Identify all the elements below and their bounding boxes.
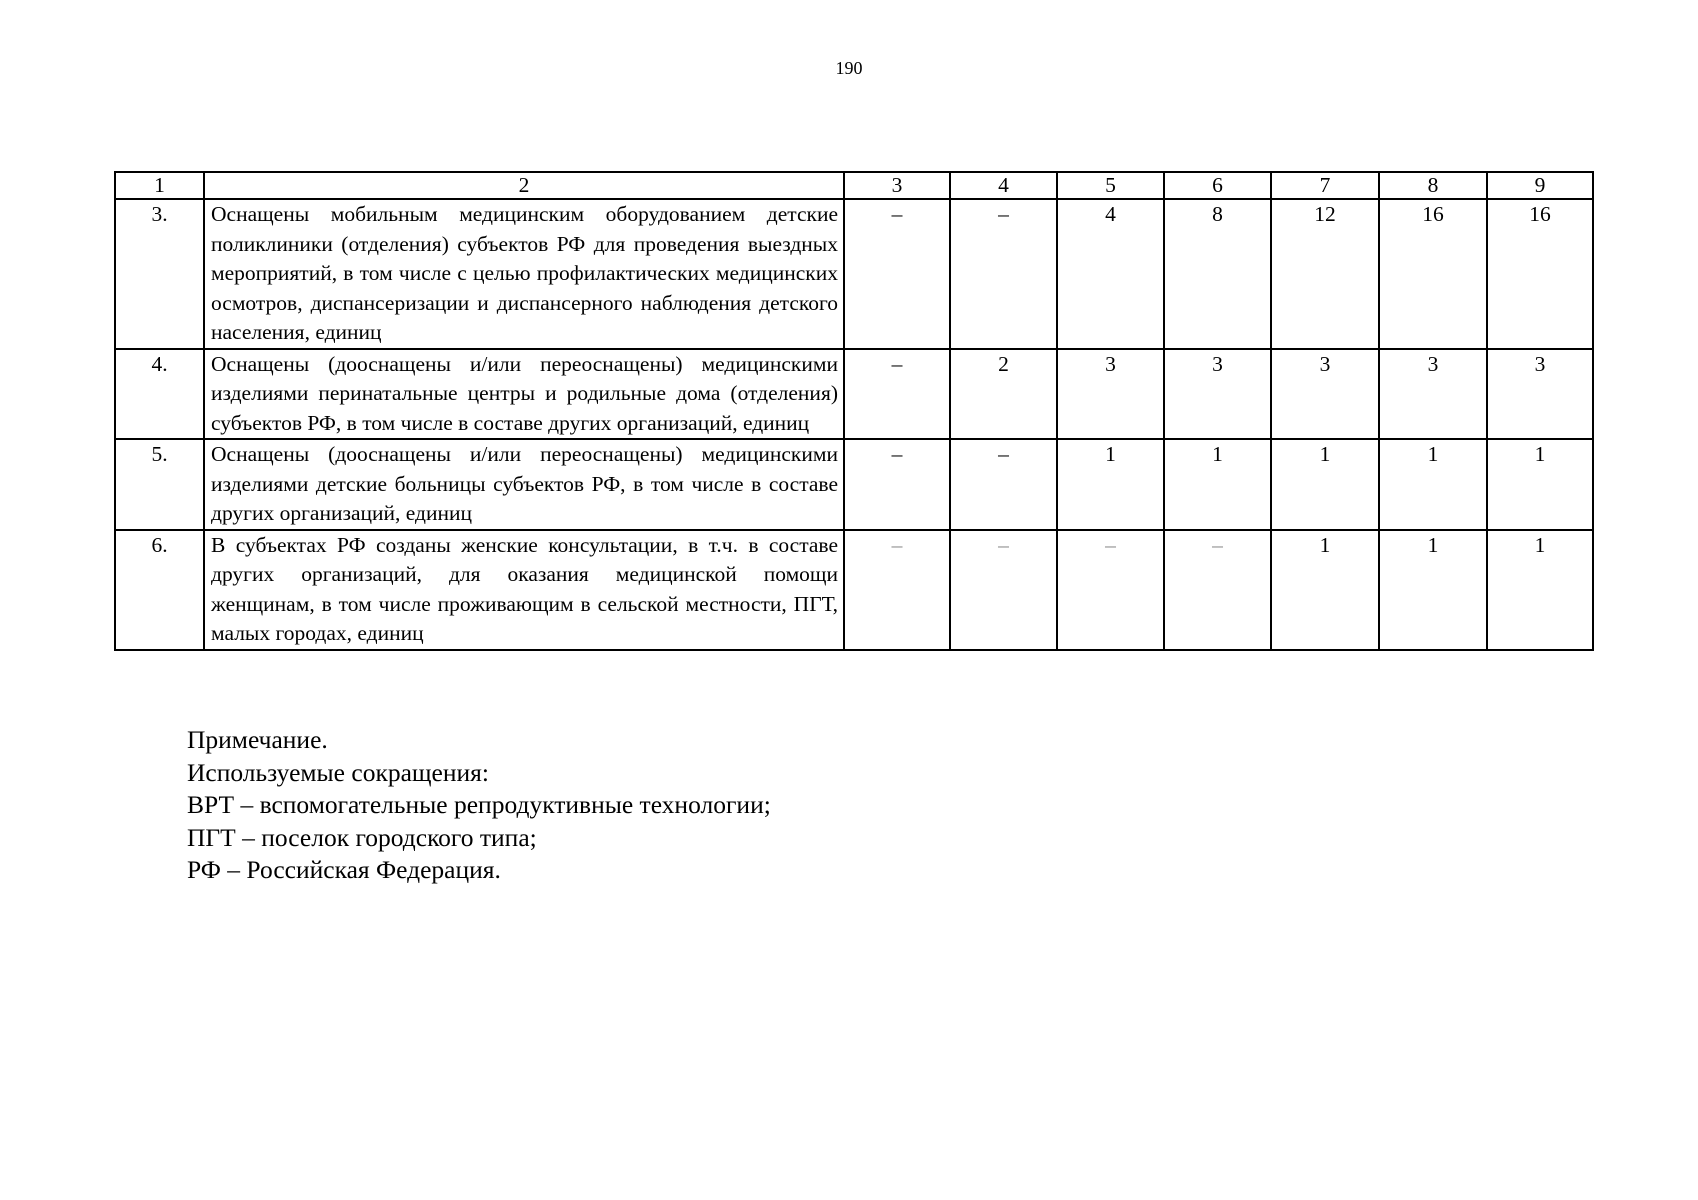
notes-section: [187, 724, 771, 887]
value-cell: 1: [1487, 439, 1593, 530]
row-number: 4.: [115, 349, 204, 440]
notes-subtitle: Используемые сокращения:: [187, 757, 489, 787]
value-cell: 1: [1379, 439, 1487, 530]
row-number: 6.: [115, 530, 204, 650]
header-cell: 5: [1057, 172, 1164, 199]
value-cell: 1: [1379, 530, 1487, 650]
value-cell: –: [950, 530, 1057, 650]
row-description: Оснащены (дооснащены и/или переоснащены) медицинскими изделиями детские больницы субъектов РФ, в том числе в составе других организаций, единиц: [204, 439, 844, 530]
value-cell: 1: [1271, 439, 1379, 530]
header-cell: 1: [115, 172, 204, 199]
row-description: Оснащены (дооснащены и/или переоснащены) медицинскими изделиями перинатальные центры и родильные дома (отделения) субъектов РФ, в том числе в составе других организаций, единиц: [204, 349, 844, 440]
header-cell: 6: [1164, 172, 1271, 199]
page-number: 190: [835, 58, 863, 78]
header-cell: 8: [1379, 172, 1487, 199]
row-description: В субъектах РФ созданы женские консультации, в т.ч. в составе других организаций, для оказания медицинской помощи женщинам, в том числе проживающим в сельской местности, ПГТ, малых городах, единиц: [204, 530, 844, 650]
value-cell: 16: [1379, 199, 1487, 349]
value-cell: 3: [1271, 349, 1379, 440]
value-cell: 1: [1057, 439, 1164, 530]
value-cell: 1: [1487, 530, 1593, 650]
value-cell: 3: [1057, 349, 1164, 440]
value-cell: –: [844, 199, 950, 349]
abbreviation-item: ВРТ – вспомогательные репродуктивные технологии;: [187, 790, 771, 819]
table-row: [115, 530, 1593, 650]
table-row: [115, 439, 1593, 530]
value-cell: 1: [1271, 530, 1379, 650]
header-cell: 9: [1487, 172, 1593, 199]
value-cell: –: [950, 439, 1057, 530]
value-cell: 3: [1164, 349, 1271, 440]
abbreviation-item: РФ – Российская Федерация.: [187, 855, 501, 884]
header-cell: 7: [1271, 172, 1379, 199]
value-cell: –: [950, 199, 1057, 349]
value-cell: –: [844, 349, 950, 440]
header-cell: 2: [204, 172, 844, 199]
table-row: [115, 349, 1593, 440]
row-number: 5.: [115, 439, 204, 530]
indicator-table: [114, 171, 1594, 651]
value-cell: –: [844, 439, 950, 530]
header-cell: 3: [844, 172, 950, 199]
value-cell: –: [1164, 530, 1271, 650]
header-cell: 4: [950, 172, 1057, 199]
value-cell: 3: [1487, 349, 1593, 440]
value-cell: –: [1057, 530, 1164, 650]
notes-title: Примечание.: [187, 725, 328, 754]
table-row: [115, 199, 1593, 349]
table-header-row: [115, 172, 1593, 199]
value-cell: 2: [950, 349, 1057, 440]
value-cell: 3: [1379, 349, 1487, 440]
abbreviation-item: ПГТ – поселок городского типа;: [187, 822, 537, 852]
value-cell: 1: [1164, 439, 1271, 530]
value-cell: 16: [1487, 199, 1593, 349]
value-cell: –: [844, 530, 950, 650]
value-cell: 12: [1271, 199, 1379, 349]
value-cell: 4: [1057, 199, 1164, 349]
row-number: 3.: [115, 199, 204, 349]
value-cell: 8: [1164, 199, 1271, 349]
row-description: Оснащены мобильным медицинским оборудованием детские поликлиники (отделения) субъектов РФ для проведения выездных мероприятий, в том числе с целью профилактических медицинских осмотров, диспансеризации и диспансерного наблюдения детского населения, единиц: [204, 199, 844, 349]
